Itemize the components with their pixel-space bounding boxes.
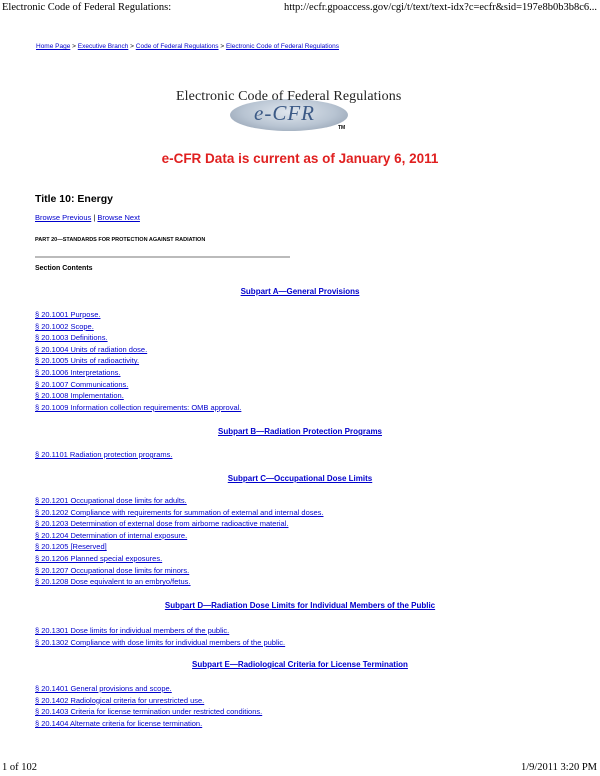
subpart-a-link[interactable]: Subpart A—General Provisions: [240, 287, 360, 296]
banner-title: Electronic Code of Federal Regulations: [176, 89, 402, 104]
section-link[interactable]: § 20.1204 Determination of internal exposure.: [35, 530, 188, 540]
subpart-a-heading: [0, 287, 600, 296]
currency-notice: e-CFR Data is current as of January 6, 2011: [161, 151, 439, 166]
section-link[interactable]: § 20.1302 Compliance with dose limits for individual members of the public.: [35, 637, 286, 647]
subpart-d-heading: [0, 601, 600, 610]
breadcrumb-cfr-link[interactable]: Code of Federal Regulations: [135, 43, 219, 50]
section-link[interactable]: § 20.1001 Purpose.: [35, 310, 101, 319]
subpart-b-section-list: [35, 449, 172, 461]
subpart-c-link[interactable]: Subpart C—Occupational Dose Limits: [227, 474, 373, 483]
title-heading: Title 10: Energy: [35, 193, 114, 205]
subpart-e-section-list: [35, 683, 262, 729]
breadcrumb-separator: >: [220, 43, 225, 50]
section-link[interactable]: § 20.1004 Units of radiation dose.: [35, 344, 148, 354]
section-link[interactable]: § 20.1301 Dose limits for individual members of the public.: [35, 626, 230, 635]
section-link[interactable]: § 20.1003 Definitions.: [35, 333, 108, 343]
section-link[interactable]: § 20.1002 Scope.: [35, 321, 94, 331]
section-contents-label: Section Contents: [35, 265, 93, 272]
ecfr-logo-text: e-CFR: [254, 101, 315, 125]
divider-rule: [35, 256, 290, 258]
section-link[interactable]: § 20.1208 Dose equivalent to an embryo/fetus.: [35, 577, 191, 587]
section-link[interactable]: § 20.1006 Interpretations.: [35, 367, 121, 377]
breadcrumb-ecfr-link[interactable]: Electronic Code of Federal Regulations: [225, 43, 340, 50]
trademark-mark: TM: [338, 125, 346, 131]
subpart-b-heading: [0, 427, 600, 436]
section-link[interactable]: § 20.1005 Units of radioactivity.: [35, 356, 140, 366]
section-link[interactable]: § 20.1009 Information collection requirements: OMB approval.: [35, 402, 242, 412]
section-link[interactable]: § 20.1205 [Reserved]: [35, 542, 107, 552]
subpart-d-link[interactable]: Subpart D—Radiation Dose Limits for Individual Members of the Public: [164, 601, 436, 610]
section-link[interactable]: § 20.1008 Implementation.: [35, 391, 124, 401]
browse-previous-link[interactable]: Browse Previous: [35, 213, 92, 222]
print-header-url: http://ecfr.gpoaccess.gov/cgi/t/text/text-idx?c=ecfr&sid=197e8b0b3b8c6...: [283, 2, 597, 13]
section-link[interactable]: § 20.1404 Alternate criteria for license termination.: [35, 718, 203, 728]
part-heading: PART 20—STANDARDS FOR PROTECTION AGAINST RADIATION: [35, 237, 206, 243]
subpart-c-heading: [0, 474, 600, 483]
subpart-e-heading: [0, 660, 600, 669]
section-link[interactable]: § 20.1101 Radiation protection programs.: [35, 450, 173, 459]
section-link[interactable]: § 20.1207 Occupational dose limits for minors.: [35, 565, 190, 575]
browse-next-link[interactable]: Browse Next: [97, 213, 140, 222]
breadcrumb-home-link[interactable]: Home Page: [36, 43, 71, 50]
subpart-c-section-list: [35, 495, 324, 588]
section-link[interactable]: § 20.1203 Determination of external dose from airborne radioactive material.: [35, 519, 289, 529]
breadcrumb-separator: >: [130, 43, 134, 50]
subpart-b-link[interactable]: Subpart B—Radiation Protection Programs: [217, 427, 383, 436]
print-footer-timestamp: 1/9/2011 3:20 PM: [520, 762, 597, 773]
print-header-title: Electronic Code of Federal Regulations:: [2, 2, 172, 13]
section-link[interactable]: § 20.1403 Criteria for license termination under restricted conditions.: [35, 707, 263, 717]
print-footer-page-count: 1 of 102: [2, 762, 37, 773]
breadcrumb-separator: >: [72, 43, 76, 50]
breadcrumb: [36, 43, 339, 50]
browse-nav: [35, 213, 140, 222]
section-link[interactable]: § 20.1206 Planned special exposures.: [35, 553, 163, 563]
section-link[interactable]: § 20.1202 Compliance with requirements for summation of external and internal doses.: [35, 507, 324, 517]
ecfr-banner-logo: [168, 82, 408, 140]
breadcrumb-executive-branch-link[interactable]: Executive Branch: [77, 43, 129, 50]
section-link[interactable]: § 20.1401 General provisions and scope.: [35, 684, 172, 693]
section-link[interactable]: § 20.1007 Communications.: [35, 379, 129, 389]
subpart-e-link[interactable]: Subpart E—Radiological Criteria for License Termination: [192, 660, 408, 669]
section-link[interactable]: § 20.1402 Radiological criteria for unrestricted use.: [35, 695, 205, 705]
subpart-a-section-list: [35, 309, 241, 413]
section-link[interactable]: § 20.1201 Occupational dose limits for adults.: [35, 496, 187, 505]
browse-divider: |: [93, 213, 96, 222]
subpart-d-section-list: [35, 625, 285, 648]
